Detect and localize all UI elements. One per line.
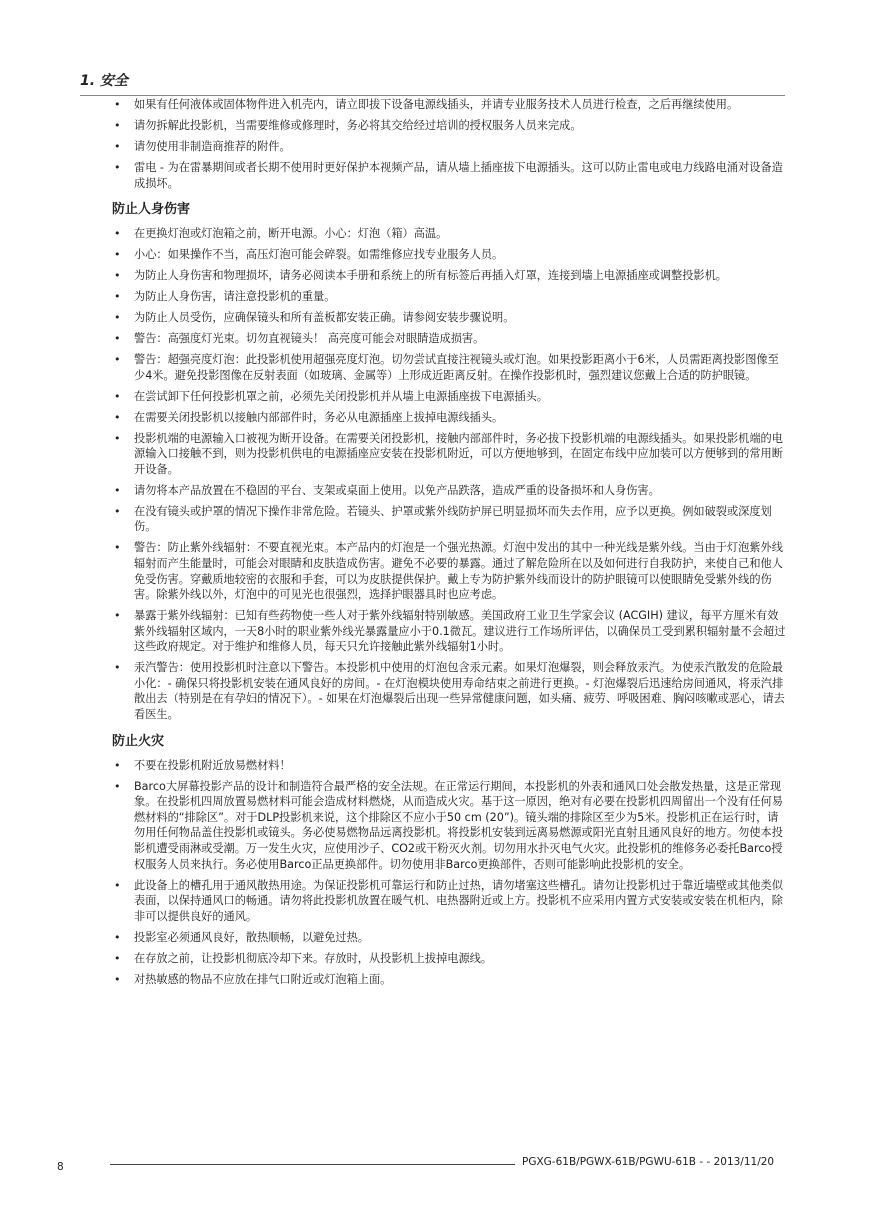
- list-item: • 在需要关闭投影机以接触内部部件时，务必从电源插座上拔掉电源线插头。: [112, 410, 786, 426]
- fire-prevention-list: [112, 758, 786, 988]
- general-safety-list: [112, 97, 786, 191]
- list-item: • 投影机端的电源输入口被视为断开设备。在需要关闭投影机，接触内部部件时，务必拔下投影机端的电源线插头。如果投影机端的电源输入口接触不到，则为投影机供电的电源插座应安装在投影机附近，可以方便地够到，在固定布线中应加装可以方便够到的常用断开设备。: [112, 431, 786, 478]
- list-item: • 在没有镜头或护罩的情况下操作非常危险。若镜头、护罩或紫外线防护屏已明显损坏而失去作用，应予以更换。例如破裂或深度划伤。: [112, 504, 786, 535]
- list-item: • 请勿使用非制造商推荐的附件。: [112, 139, 786, 155]
- list-item: • 如果有任何液体或固体物件进入机壳内，请立即拔下设备电源线插头，并请专业服务技术人员进行检查，之后再继续使用。: [112, 97, 786, 113]
- chapter-title: 1. 安全: [80, 73, 128, 89]
- list-item: • 为防止人身伤害，请注意投影机的重量。: [112, 289, 786, 305]
- list-item: • 小心：如果操作不当，高压灯泡可能会碎裂。如需维修应找专业服务人员。: [112, 247, 786, 263]
- section-heading-fire: 防止火灾: [112, 733, 165, 749]
- list-item: • 警告：高强度灯光束。切勿直视镜头！ 高亮度可能会对眼睛造成损害。: [112, 331, 786, 347]
- list-item: • 在更换灯泡或灯泡箱之前，断开电源。小心：灯泡（箱）高温。: [112, 226, 786, 242]
- document-reference: PGXG-61B/PGWX-61B/PGWU-61B - - 2013/11/20: [522, 1156, 775, 1168]
- list-item: • 对热敏感的物品不应放在排气口附近或灯泡箱上面。: [112, 972, 786, 988]
- list-item: • 警告：防止紫外线辐射：不要直视光束。本产品内的灯泡是一个强光热源。灯泡中发出的其中一种光线是紫外线。当由于灯泡紫外线辐射而产生能量时，可能会对眼睛和皮肤造成伤害。避免不必要的暴露。通过了解危险所在以及如何进行自我防护，来使自己和他人免受伤害。穿戴质地较密的衣服和手套，可以为皮肤提供保护。戴上专为防护紫外线而设计的防护眼镜可以使眼睛免受紫外线的伤害。除紫外线以外，灯泡中的可见光也很强烈，选择护眼器具时也应考虑。: [112, 540, 786, 602]
- list-item: • 暴露于紫外线辐射：已知有些药物使一些人对于紫外线辐射特别敏感。美国政府工业卫生学家会议 (ACGIH) 建议，每平方厘米有效紫外线辐射区域内，一天8小时的职业紫外线光暴露量应小于0.1微瓦。建议进行工作场所评估，以确保员工受到累积辐射量不会超过这些政府规定。对于维护和维修人员，每天只允许接触此紫外线辐射1小时。: [112, 608, 786, 655]
- list-item: • 为防止人身伤害和物理损坏，请务必阅读本手册和系统上的所有标签后再插入灯罩，连接到墙上电源插座或调整投影机。: [112, 268, 786, 284]
- page-content: [112, 97, 786, 993]
- list-item: • 警告：超强亮度灯泡：此投影机使用超强亮度灯泡。切勿尝试直接注视镜头或灯泡。如果投影距离小于6米，人员需距离投影图像至少4米。避免投影图像在反射表面（如玻璃、金属等）上形成近距离反射。在操作投影机时，强烈建议您戴上合适的防护眼镜。: [112, 352, 786, 383]
- list-item: • 此设备上的槽孔用于通风散热用途。为保证投影机可靠运行和防止过热，请勿堵塞这些槽孔。请勿让投影机过于靠近墙壁或其他类似表面，以保持通风口的畅通。请勿将此投影机放置在暖气机、电热器附近或上方。投影机不应采用内置方式安装或安装在机柜内，除非可以提供良好的通风。: [112, 878, 786, 925]
- footer-divider: [110, 1164, 515, 1165]
- section-heading-injury: 防止人身伤害: [112, 202, 191, 218]
- list-item: • 请勿拆解此投影机，当需要维修或修理时，务必将其交给经过培训的授权服务人员来完成。: [112, 118, 786, 134]
- list-item: • 雷电 - 为在雷暴期间或者长期不使用时更好保护本视频产品，请从墙上插座拔下电源插头。这可以防止雷电或电力线路电涌对设备造成损坏。: [112, 160, 786, 191]
- list-item: • 在尝试卸下任何投影机罩之前，必须先关闭投影机并从墙上电源插座拔下电源插头。: [112, 389, 786, 405]
- list-item: • 请勿将本产品放置在不稳固的平台、支架或桌面上使用。以免产品跌落，造成严重的设备损坏和人身伤害。: [112, 483, 786, 499]
- injury-prevention-list: [112, 226, 786, 723]
- page-number: 8: [57, 1161, 64, 1173]
- list-item: • Barco大屏幕投影产品的设计和制造符合最严格的安全法规。在正常运行期间，本投影机的外表和通风口处会散发热量，这是正常现象。在投影机四周放置易燃材料可能会造成材料燃烧，从而造成火灾。基于这一原因，绝对有必要在投影机四周留出一个没有任何易燃材料的“排除区”。对于DLP投影机来说，这个排除区不应小于50 cm (20”)。镜头端的排除区至少为5米。投影机正在运行时，请勿用任何物品盖住投影机或镜头。务必使易燃物品远离投影机。将投影机安装到远离易燃源或阳光直射且通风良好的地方。勿使本投影机遭受雨淋或受潮。万一发生火灾，应使用沙子、CO2或干粉灭火剂。切勿用水扑灭电气火灾。此投影机的维修务必委托Barco授权服务人员来执行。务必使用Barco正品更换部件。切勿使用非Barco更换部件，否则可能影响此投影机的安全。: [112, 779, 786, 873]
- list-item: • 在存放之前，让投影机彻底冷却下来。存放时，从投影机上拔掉电源线。: [112, 951, 786, 967]
- list-item: • 投影室必须通风良好，散热顺畅，以避免过热。: [112, 930, 786, 946]
- list-item: • 为防止人员受伤，应确保镜头和所有盖板都安装正确。请参阅安装步骤说明。: [112, 310, 786, 326]
- list-item: • 不要在投影机附近放易燃材料！: [112, 758, 786, 774]
- chapter-divider: [80, 95, 785, 96]
- list-item: • 汞汽警告：使用投影机时注意以下警告。本投影机中使用的灯泡包含汞元素。如果灯泡爆裂，则会释放汞汽。为使汞汽散发的危险最小化：- 确保只将投影机安装在通风良好的房间。- 在灯泡模块使用寿命结束之前进行更换。- 灯泡爆裂后迅速给房间通风，将汞汽排散出去（特别是在有孕妇的情况下）。- 如果在灯泡爆裂后出现一些异常健康问题，如头痛、疲劳、呼吸困难、胸闷咳嗽或恶心，请去看医生。: [112, 660, 786, 722]
